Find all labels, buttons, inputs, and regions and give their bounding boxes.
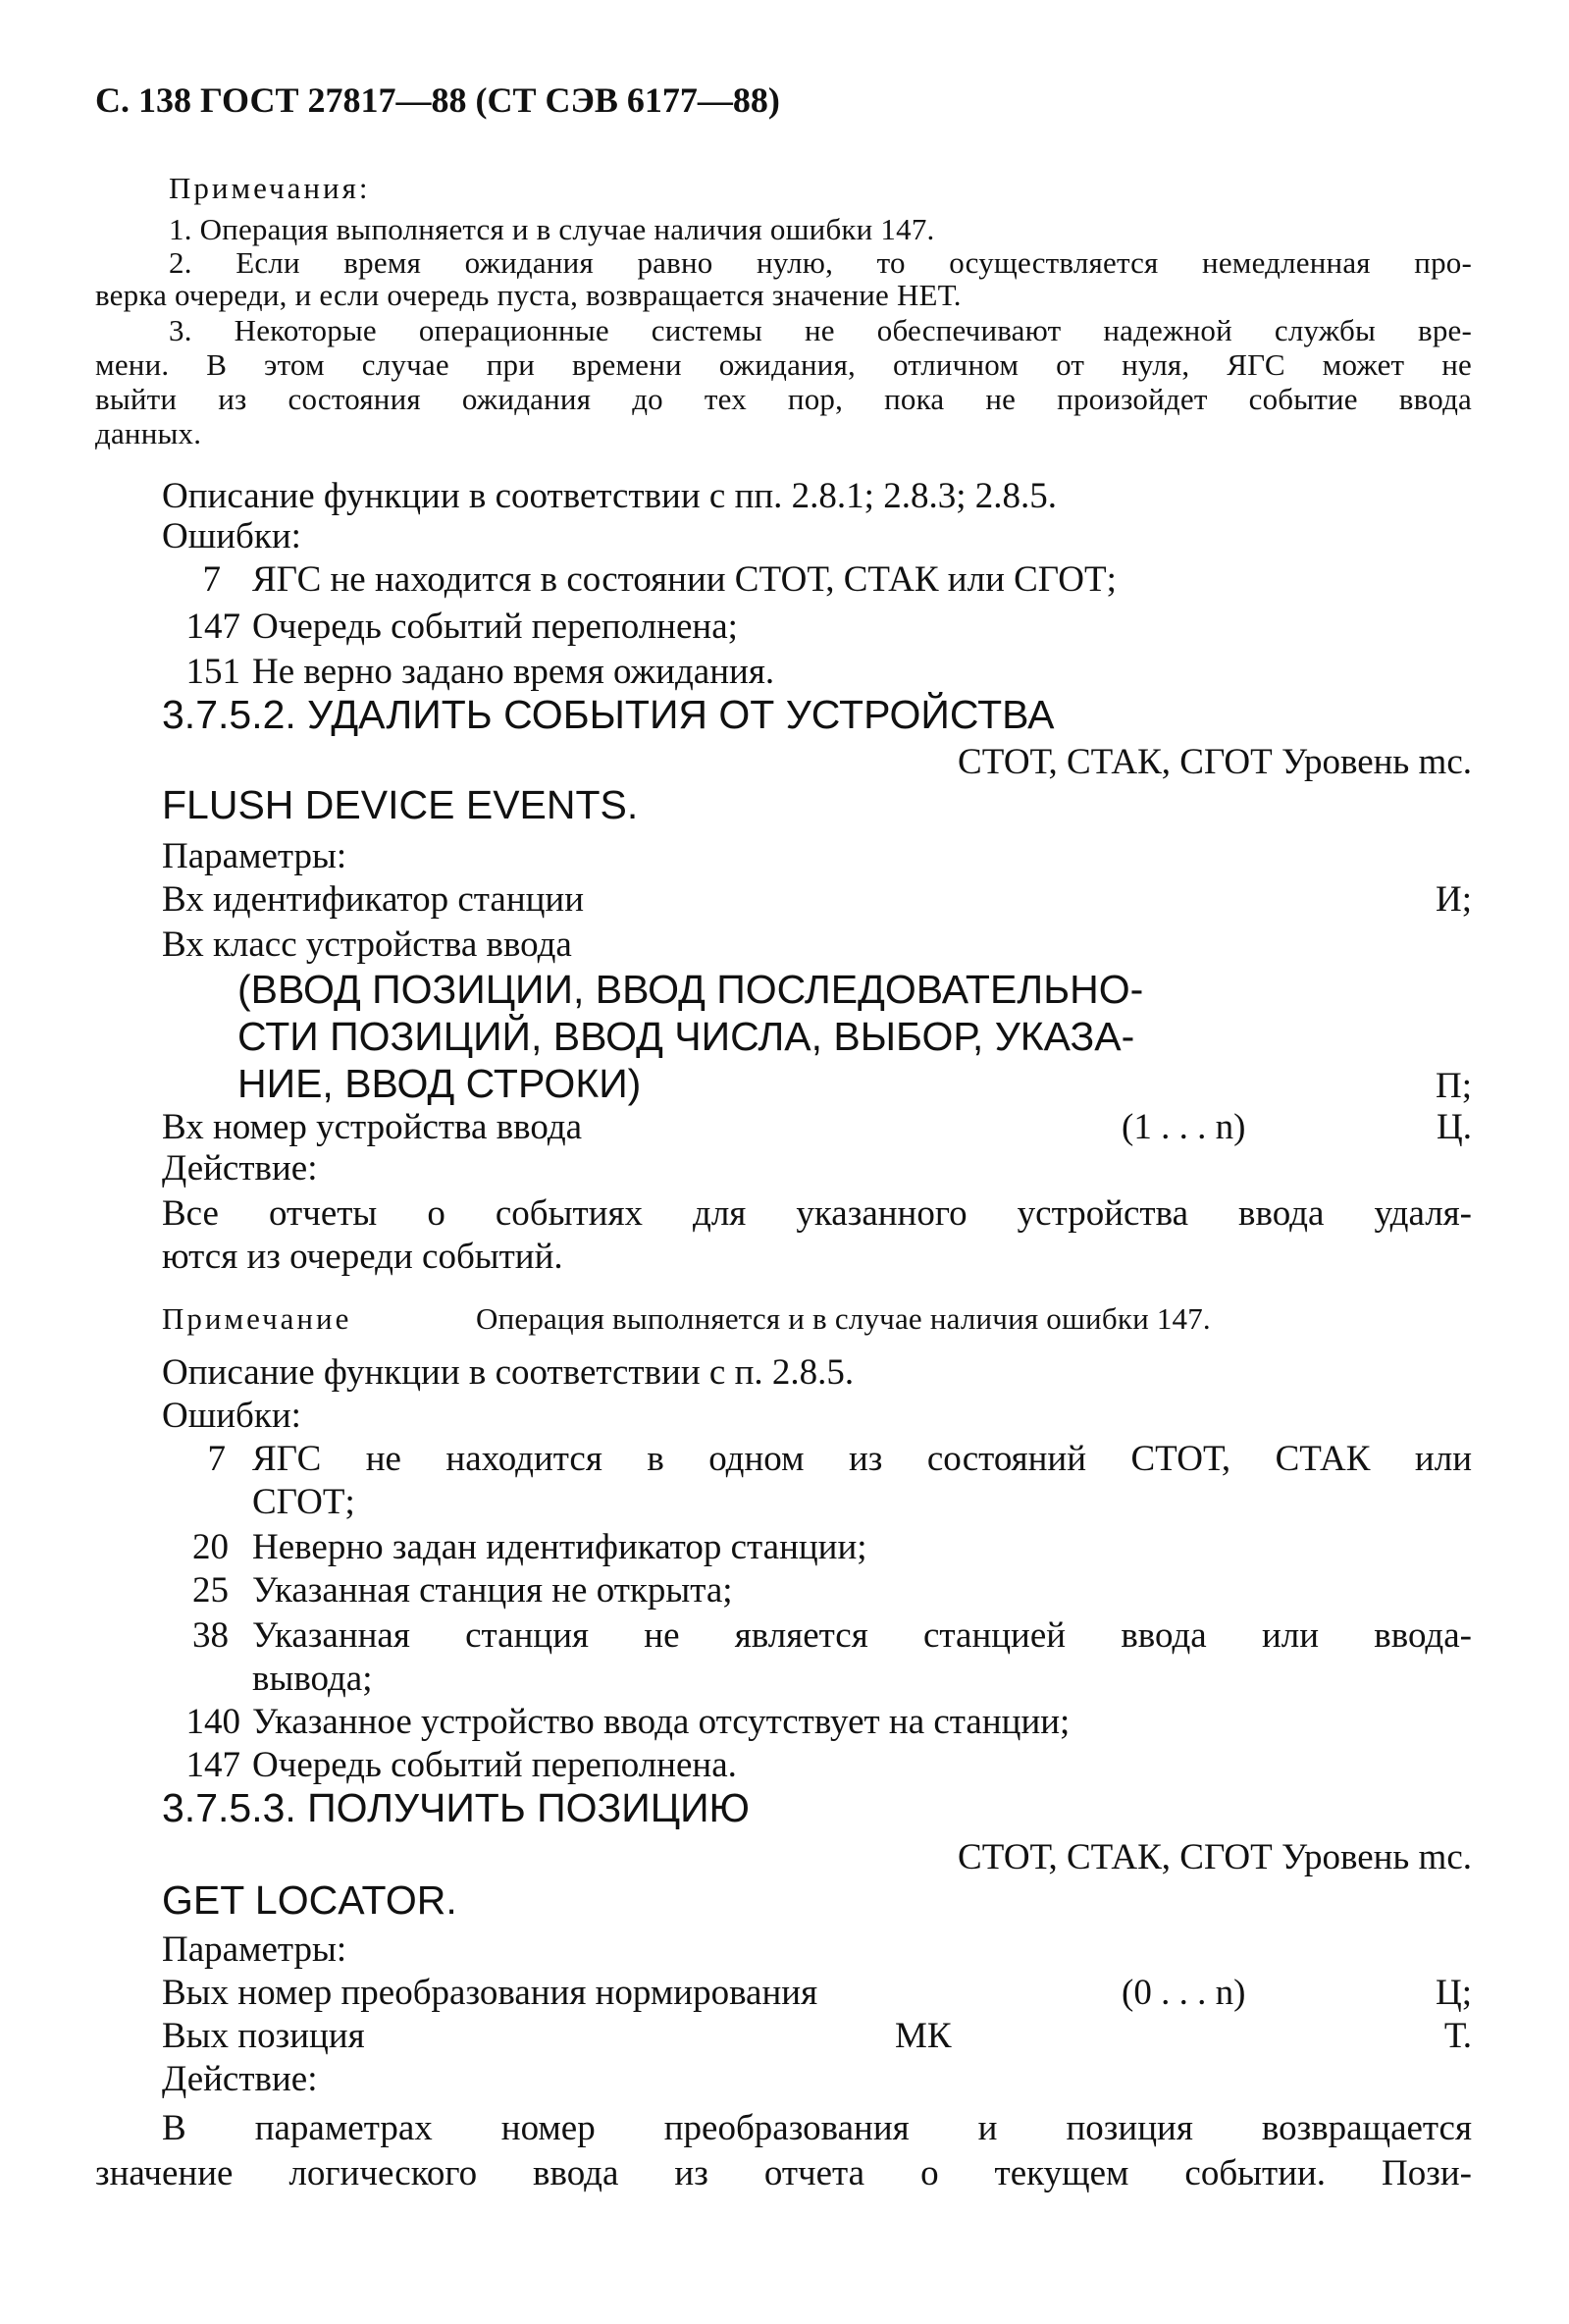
error-code: 38 [192, 1615, 229, 1656]
note-1: 1. Операция выполняется и в случае наличия ошибки 147. [169, 212, 935, 246]
error-code: 7 [202, 559, 221, 600]
action-text: значение логического ввода из отчета о текущем событии. Пози- [95, 2153, 1472, 2193]
note-2-line-2: верка очереди, и если очередь пуста, возвращается значение НЕТ. [95, 278, 962, 312]
param-range: МК [895, 2016, 952, 2056]
param-text: Вх идентификатор станции [162, 879, 585, 920]
action-text: Все отчеты о событиях для указанного устройства ввода удаля- [162, 1193, 1472, 1234]
note-3-line-2: мени. В этом случае при времени ожидания, отличном от нуля, ЯГС может не [95, 347, 1472, 382]
page-header: С. 138 ГОСТ 27817—88 (СТ СЭВ 6177—88) [95, 80, 780, 120]
error-text: Указанное устройство ввода отсутствует на станции; [252, 1702, 1071, 1742]
error-code: 25 [192, 1570, 229, 1611]
param-text: Вых номер преобразования нормирования [162, 1973, 818, 2013]
error-text: Неверно задан идентификатор станции; [252, 1527, 867, 1567]
error-text: Не верно задано время ожидания. [252, 652, 775, 692]
error-code: 7 [207, 1439, 226, 1479]
note-2-line-1: 2. Если время ожидания равно нулю, то осуществляется немедленная про- [169, 245, 1472, 280]
error-text: Очередь событий переполнена. [252, 1745, 737, 1785]
error-code: 147 [185, 1745, 240, 1785]
states-level: СТОТ, СТАК, СГОТ Уровень mc. [958, 1837, 1472, 1877]
error-text: СГОТ; [252, 1482, 355, 1522]
error-text: Указанная станция не является станцией ввода или ввода- [252, 1615, 1472, 1656]
error-text: ЯГС не находится в одном из состояний СТОТ, СТАК или [252, 1439, 1472, 1479]
section-heading: 3.7.5.3. ПОЛУЧИТЬ ПОЗИЦИЮ [162, 1785, 750, 1830]
action-label: Действие: [162, 2059, 318, 2099]
english-name: FLUSH DEVICE EVENTS. [162, 782, 639, 827]
english-name: GET LOCATOR. [162, 1877, 457, 1923]
param-type: И; [1436, 879, 1472, 920]
action-label: Действие: [162, 1148, 318, 1188]
note-label: Примечание [162, 1301, 352, 1336]
note-3-line-3: выйти из состояния ожидания до тех пор, пока не произойдет событие ввода [95, 382, 1472, 416]
param-type: Ц. [1437, 1107, 1472, 1147]
param-enum-line: НИЕ, ВВОД СТРОКИ) [237, 1061, 642, 1106]
action-text: ются из очереди событий. [162, 1237, 563, 1277]
error-code: 140 [185, 1702, 240, 1742]
function-description: Описание функции в соответствии с пп. 2.8.1; 2.8.3; 2.8.5. [162, 476, 1057, 516]
params-label: Параметры: [162, 1929, 347, 1970]
error-text: Очередь событий переполнена; [252, 607, 738, 647]
param-text: Вых позиция [162, 2016, 365, 2056]
error-code: 20 [192, 1527, 229, 1567]
note-3-line-1: 3. Некоторые операционные системы не обеспечивают надежной службы вре- [169, 313, 1472, 347]
states-level: СТОТ, СТАК, СГОТ Уровень mc. [958, 742, 1472, 782]
error-text: Указанная станция не открыта; [252, 1570, 733, 1611]
param-range: (1 . . . n) [1122, 1107, 1246, 1147]
section-heading: 3.7.5.2. УДАЛИТЬ СОБЫТИЯ ОТ УСТРОЙСТВА [162, 692, 1055, 737]
note-text: Операция выполняется и в случае наличия ошибки 147. [476, 1301, 1211, 1336]
param-type: Т. [1443, 2016, 1472, 2056]
param-enum-line: (ВВОД ПОЗИЦИИ, ВВОД ПОСЛЕДОВАТЕЛЬНО- [237, 967, 1144, 1012]
action-text: В параметрах номер преобразования и позиция возвращается [162, 2108, 1472, 2148]
params-label: Параметры: [162, 836, 347, 876]
param-type: П; [1436, 1066, 1472, 1106]
errors-label: Ошибки: [162, 1396, 301, 1436]
function-description: Описание функции в соответствии с п. 2.8.5. [162, 1352, 855, 1393]
errors-label: Ошибки: [162, 516, 301, 556]
param-enum-line: СТИ ПОЗИЦИЙ, ВВОД ЧИСЛА, ВЫБОР, УКАЗА- [237, 1014, 1135, 1059]
notes-title: Примечания: [169, 171, 371, 205]
error-text: вывода; [252, 1659, 373, 1699]
error-code: 151 [185, 652, 240, 692]
param-text: Вх класс устройства ввода [162, 924, 572, 965]
param-text: Вх номер устройства ввода [162, 1107, 583, 1147]
param-range: (0 . . . n) [1122, 1973, 1246, 2013]
error-text: ЯГС не находится в состоянии СТОТ, СТАК или СГОТ; [252, 559, 1117, 600]
note-3-line-4: данных. [95, 416, 202, 450]
error-code: 147 [185, 607, 240, 647]
param-type: Ц; [1436, 1973, 1472, 2013]
